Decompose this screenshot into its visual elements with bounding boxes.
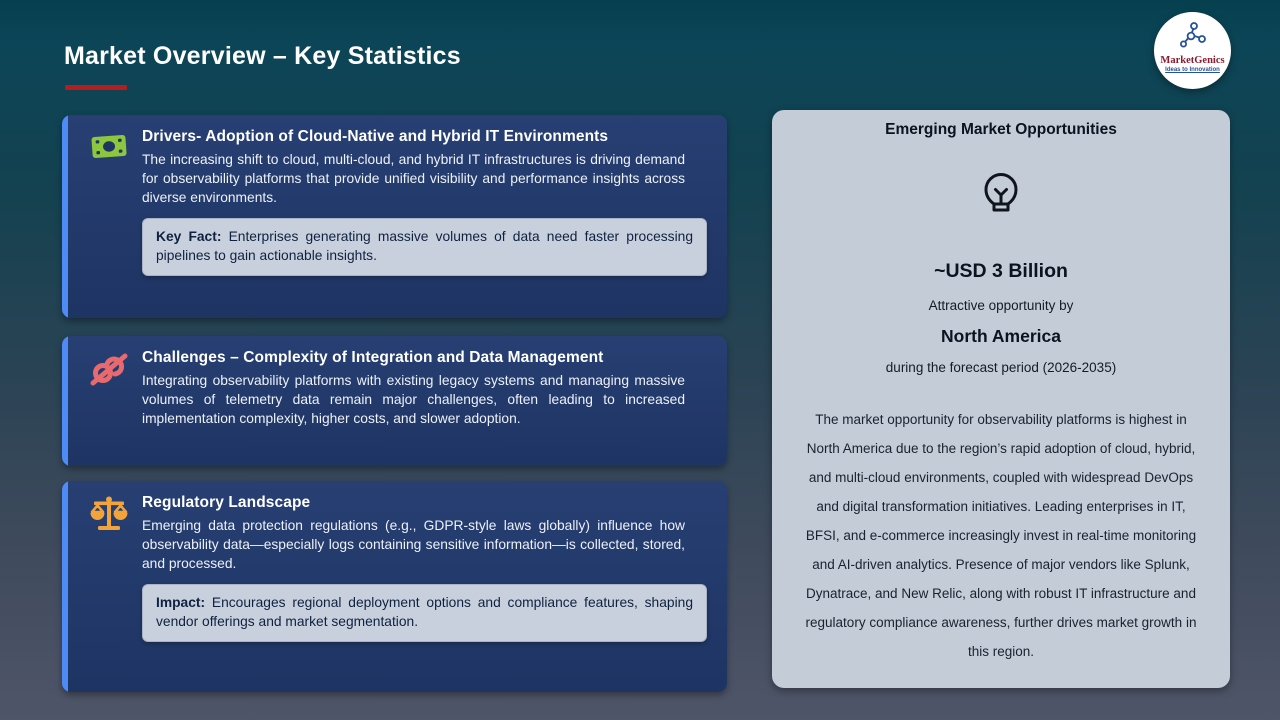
key-statistics-column	[62, 115, 727, 692]
logo-tagline: Ideas to Innovation	[1165, 67, 1220, 73]
marketgenics-logo	[1154, 12, 1231, 89]
card-accent-stripe	[62, 115, 68, 318]
opportunity-period: during the forecast period (2026-2035)	[885, 360, 1117, 375]
card-body-text: Emerging data protection regulations (e.g., GDPR-style laws globally) influence how observability data—especially logs containing sensitive information—is collected, stored, and processed.	[142, 518, 685, 571]
card-title: Regulatory Landscape	[142, 494, 311, 511]
banknote-icon	[88, 129, 130, 163]
card-accent-stripe	[62, 481, 68, 692]
impact-box	[142, 584, 707, 642]
card-body-text: The increasing shift to cloud, multi-cloud, and hybrid IT infrastructures is driving demand for observability platforms that provide unified visibility and performance insights across diverse environments.	[142, 152, 685, 205]
card-accent-stripe	[62, 336, 68, 466]
key-fact-text: Enterprises generating massive volumes of data need faster processing pipelines to gain actionable insights.	[156, 229, 693, 263]
logo-name: MarketGenics	[1160, 55, 1225, 66]
drivers-card	[62, 115, 727, 318]
card-title: Drivers- Adoption of Cloud-Native and Hybrid IT Environments	[142, 128, 609, 145]
card-content	[142, 336, 727, 428]
panel-title: Emerging Market Opportunities	[885, 121, 1117, 138]
key-fact-label: Key Fact:	[156, 229, 222, 245]
card-content	[142, 481, 727, 642]
card-body-text: Integrating observability platforms with existing legacy systems and managing massive volumes of telemetry data remain major challenges, often leading to increased implementation complexity, higher costs, and slower adoption.	[142, 373, 685, 426]
emerging-opportunities-panel	[772, 110, 1230, 688]
tangled-knot-icon	[88, 350, 130, 388]
card-title: Challenges – Complexity of Integration and Data Management	[142, 349, 604, 366]
impact-label: Impact:	[156, 595, 206, 611]
challenges-card	[62, 336, 727, 466]
scales-of-justice-icon	[88, 495, 130, 535]
lightbulb-icon	[786, 170, 1216, 227]
regulatory-card	[62, 481, 727, 692]
impact-text: Encourages regional deployment options and compliance features, shaping vendor offerings and market segmentation.	[156, 595, 693, 629]
opportunity-description: The market opportunity for observability platforms is highest in North America due to the region’s rapid adoption of cloud, hybrid, and multi-cloud environments, coupled with widespread DevOps and digital transformation initiatives. Leading enterprises in IT, BFSI, and e-commerce increasingly invest in real-time monitoring and AI-driven analytics. Presence of major vendors like Splunk, Dynatrace, and New Relic, along with robust IT infrastructure and regulatory compliance awareness, further drives market growth in this region.	[805, 412, 1197, 660]
page-title: Market Overview – Key Statistics	[64, 42, 461, 70]
key-fact-box	[142, 218, 707, 276]
card-content	[142, 115, 727, 276]
title-accent-bar	[65, 85, 127, 90]
network-nodes-icon	[1178, 21, 1208, 54]
opportunity-subtitle: Attractive opportunity by	[928, 298, 1074, 313]
opportunity-value: ~USD 3 Billion	[934, 260, 1068, 282]
opportunity-region: North America	[941, 326, 1061, 346]
